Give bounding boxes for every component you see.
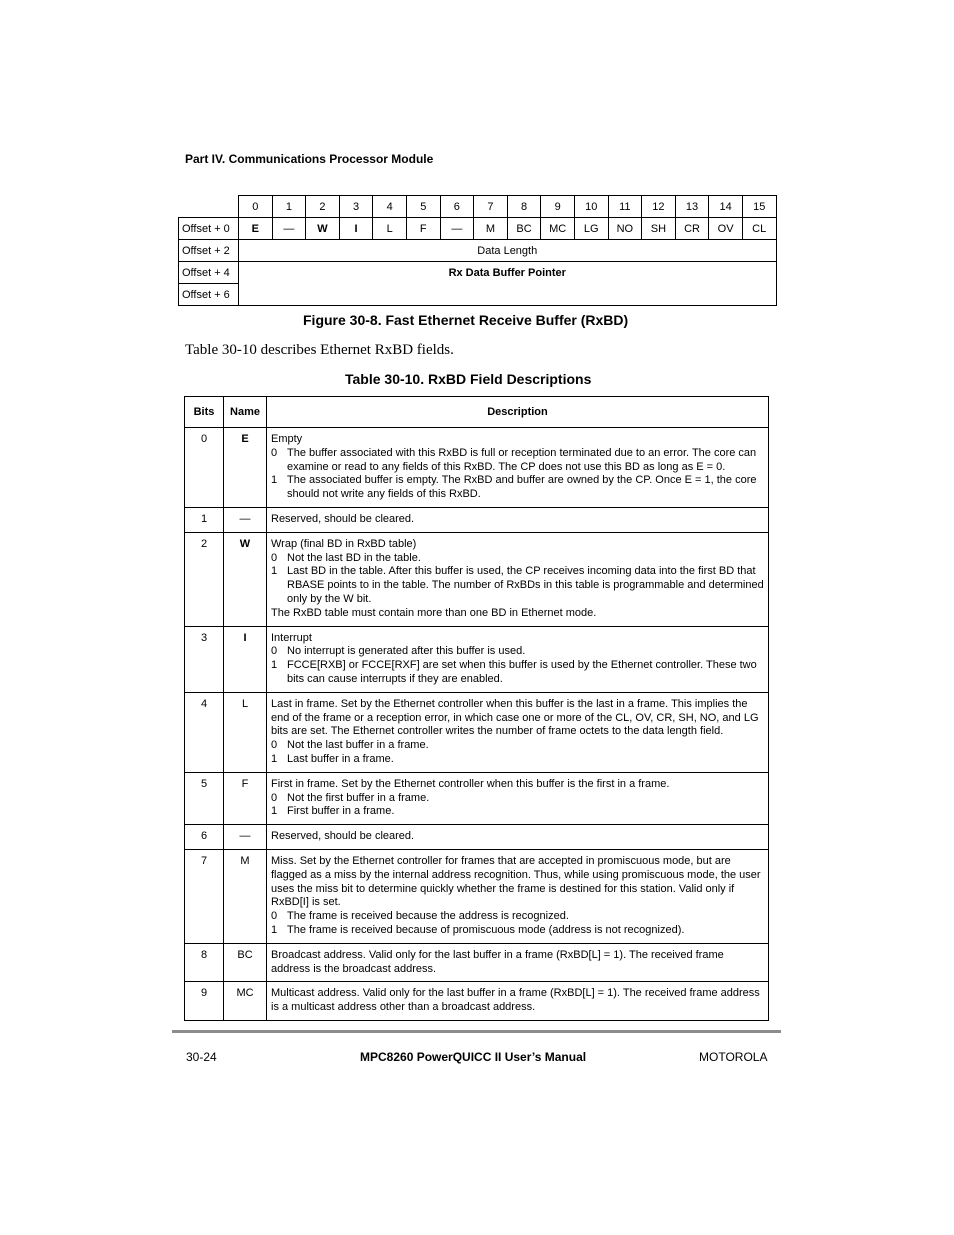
description-cell — [267, 849, 769, 943]
bit-number-row — [179, 196, 777, 218]
name-cell: E — [224, 428, 267, 508]
value-text: Last BD in the table. After this buffer is used, the CP receives incoming data into the first BD that RBASE points to in the table. The number of RxBDs in this table is programmable and determined only by the W bit. — [287, 565, 764, 605]
bit-number: 3 — [339, 196, 373, 218]
offset4-row — [179, 262, 777, 284]
field-mc: MC — [541, 218, 575, 240]
value-number: 0 — [271, 739, 278, 752]
name-cell: W — [224, 532, 267, 626]
running-header: Part IV. Communications Processor Module — [185, 152, 434, 166]
value-item — [271, 753, 764, 767]
table-row — [185, 532, 769, 626]
description-text: First in frame. Set by the Ethernet controller when this buffer is the first in a frame. — [271, 777, 670, 790]
bit-number: 10 — [574, 196, 608, 218]
field-i: I — [339, 218, 373, 240]
value-text: Not the last buffer in a frame. — [287, 739, 429, 752]
description-text: Broadcast address. Valid only for the last buffer in a frame (RxBD[L] = 1). The received frame address is the broadcast address. — [271, 948, 724, 975]
table-row — [185, 982, 769, 1021]
bit-number: 1 — [272, 196, 306, 218]
value-item — [271, 552, 764, 566]
table-row — [185, 626, 769, 692]
value-item — [271, 645, 764, 659]
bit-number: 2 — [306, 196, 340, 218]
description-cell — [267, 692, 769, 772]
offset-label: Offset + 4 — [179, 262, 239, 284]
company-name: MOTOROLA — [699, 1050, 768, 1064]
value-text: Not the last BD in the table. — [287, 551, 421, 564]
table-row — [185, 825, 769, 850]
value-text: First buffer in a frame. — [287, 805, 395, 818]
value-number: 1 — [271, 565, 278, 578]
bit-number: 7 — [474, 196, 508, 218]
table-row — [185, 849, 769, 943]
name-cell: BC — [224, 943, 267, 982]
offset-label: Offset + 0 — [179, 218, 239, 240]
table-row — [185, 507, 769, 532]
name-cell: — — [224, 507, 267, 532]
table-row — [185, 692, 769, 772]
bit-cell: 2 — [185, 532, 224, 626]
bit-number: 12 — [642, 196, 676, 218]
description-cell — [267, 943, 769, 982]
value-text: No interrupt is generated after this buffer is used. — [287, 645, 526, 658]
bit-number: 14 — [709, 196, 743, 218]
header-bits: Bits — [185, 397, 224, 428]
description-note: The RxBD table must contain more than one BD in Ethernet mode. — [271, 606, 597, 619]
table-body — [185, 428, 769, 1021]
page-number: 30-24 — [186, 1050, 217, 1064]
bit-number: 13 — [675, 196, 709, 218]
value-item — [271, 565, 764, 606]
bit-number: 9 — [541, 196, 575, 218]
field-w: W — [306, 218, 340, 240]
manual-title: MPC8260 PowerQUICC II User’s Manual — [360, 1050, 587, 1064]
value-text: The associated buffer is empty. The RxBD and buffer are owned by the CP. Once E = 1, the core should not write any fields of this RxBD. — [287, 474, 757, 501]
value-number: 1 — [271, 659, 278, 672]
bit-cell: 0 — [185, 428, 224, 508]
table-header-row — [185, 397, 769, 428]
description-text: Empty — [271, 433, 303, 445]
bit-cell: 1 — [185, 507, 224, 532]
field-no: NO — [608, 218, 642, 240]
value-item — [271, 924, 764, 938]
name-cell: MC — [224, 982, 267, 1021]
bit-number: 8 — [507, 196, 541, 218]
value-text: Not the first buffer in a frame. — [287, 791, 430, 804]
value-text: FCCE[RXB] or FCCE[RXF] are set when this buffer is used by the Ethernet controller. These two bits can cause interrupts if they are enabled. — [287, 659, 757, 685]
value-number: 1 — [271, 474, 278, 487]
value-number: 1 — [271, 752, 278, 765]
value-number: 0 — [271, 645, 278, 658]
bit-number: 15 — [742, 196, 776, 218]
description-text: Last in frame. Set by the Ethernet controller when this buffer is the last in a frame. This implies the end of the frame or a reception error, in which case one or more of the CL, OV, CR, SH, NO, and LG bits are set. The Ethernet controller writes the number of frame octets to the data length field. — [271, 697, 759, 738]
bit-number: 4 — [373, 196, 407, 218]
bit-cell: 3 — [185, 626, 224, 692]
name-cell: M — [224, 849, 267, 943]
table-row — [185, 943, 769, 982]
field-m: M — [474, 218, 508, 240]
value-item — [271, 792, 764, 806]
field-l: L — [373, 218, 407, 240]
description-cell — [267, 982, 769, 1021]
field-lg: LG — [574, 218, 608, 240]
field-rx-data-buffer-pointer: Rx Data Buffer Pointer — [239, 262, 777, 284]
description-cell — [267, 428, 769, 508]
value-number: 1 — [271, 805, 278, 818]
description-cell — [267, 825, 769, 850]
value-item — [271, 805, 764, 819]
description-cell — [267, 772, 769, 824]
table-row — [185, 428, 769, 508]
description-cell — [267, 507, 769, 532]
bit-cell: 9 — [185, 982, 224, 1021]
value-number: 0 — [271, 910, 278, 923]
value-text: The frame is received because the address is recognized. — [287, 910, 569, 923]
value-item — [271, 659, 764, 687]
offset6-row — [179, 284, 777, 306]
description-text: Reserved, should be cleared. — [271, 512, 415, 525]
field-data-length: Data Length — [239, 240, 777, 262]
description-text: Miss. Set by the Ethernet controller for frames that are accepted in promiscuous mode, but are flagged as a miss by the internal address recognition. Thus, while using promiscuous mode, the user uses the miss bit to determine quickly whether the frame is destined for this station. Valid only if RxBD[I] is set. — [271, 854, 761, 909]
table-row — [185, 772, 769, 824]
bit-cell: 4 — [185, 692, 224, 772]
bit-number: 6 — [440, 196, 474, 218]
value-item — [271, 910, 764, 924]
bit-cell: 6 — [185, 825, 224, 850]
field-reserved: — — [272, 218, 306, 240]
body-paragraph: Table 30-10 describes Ethernet RxBD fields. — [185, 342, 454, 358]
field-e: E — [239, 218, 273, 240]
field-f: F — [406, 218, 440, 240]
value-number: 0 — [271, 446, 278, 459]
offset0-row — [179, 218, 777, 240]
bit-number: 11 — [608, 196, 642, 218]
figure-caption: Figure 30-8. Fast Ethernet Receive Buffer (RxBD) — [303, 312, 629, 328]
value-number: 0 — [271, 791, 278, 804]
field-bc: BC — [507, 218, 541, 240]
name-cell: F — [224, 772, 267, 824]
name-cell: — — [224, 825, 267, 850]
name-cell: L — [224, 692, 267, 772]
bit-number: 0 — [239, 196, 273, 218]
description-text: Multicast address. Valid only for the last buffer in a frame (RxBD[L] = 1). The received frame address is a multicast address other than a broadcast address. — [271, 987, 760, 1014]
offset-label: Offset + 6 — [179, 284, 239, 306]
field-reserved: — — [440, 218, 474, 240]
footer-rule — [172, 1030, 781, 1033]
value-number: 1 — [271, 923, 278, 936]
header-description: Description — [267, 397, 769, 428]
table-caption: Table 30-10. RxBD Field Descriptions — [345, 371, 592, 387]
value-number: 0 — [271, 551, 278, 564]
corner-cell — [179, 196, 239, 218]
offset-label: Offset + 2 — [179, 240, 239, 262]
field-cr: CR — [675, 218, 709, 240]
value-text: The frame is received because of promiscuous mode (address is not recognized). — [287, 923, 685, 936]
bit-cell: 5 — [185, 772, 224, 824]
value-item — [271, 739, 764, 753]
rxbd-register-figure — [178, 195, 777, 306]
field-ov: OV — [709, 218, 743, 240]
field-rx-data-buffer-pointer-cont — [239, 284, 777, 306]
bit-cell: 8 — [185, 943, 224, 982]
header-name: Name — [224, 397, 267, 428]
rxbd-field-table — [184, 396, 769, 1021]
value-item — [271, 474, 764, 502]
description-text: Interrupt — [271, 631, 312, 644]
value-text: Last buffer in a frame. — [287, 752, 394, 765]
name-cell: I — [224, 626, 267, 692]
offset2-row — [179, 240, 777, 262]
value-text: The buffer associated with this RxBD is full or reception terminated due to an error. The core can examine or read to any fields of this RxBD. The CP does not use this BD as long as E = 0. — [287, 446, 757, 473]
bit-cell: 7 — [185, 849, 224, 943]
description-cell — [267, 626, 769, 692]
value-item — [271, 447, 764, 475]
bit-number: 5 — [406, 196, 440, 218]
description-text: Reserved, should be cleared. — [271, 830, 415, 843]
description-text: Wrap (final BD in RxBD table) — [271, 537, 417, 550]
field-cl: CL — [742, 218, 776, 240]
field-sh: SH — [642, 218, 676, 240]
description-cell — [267, 532, 769, 626]
